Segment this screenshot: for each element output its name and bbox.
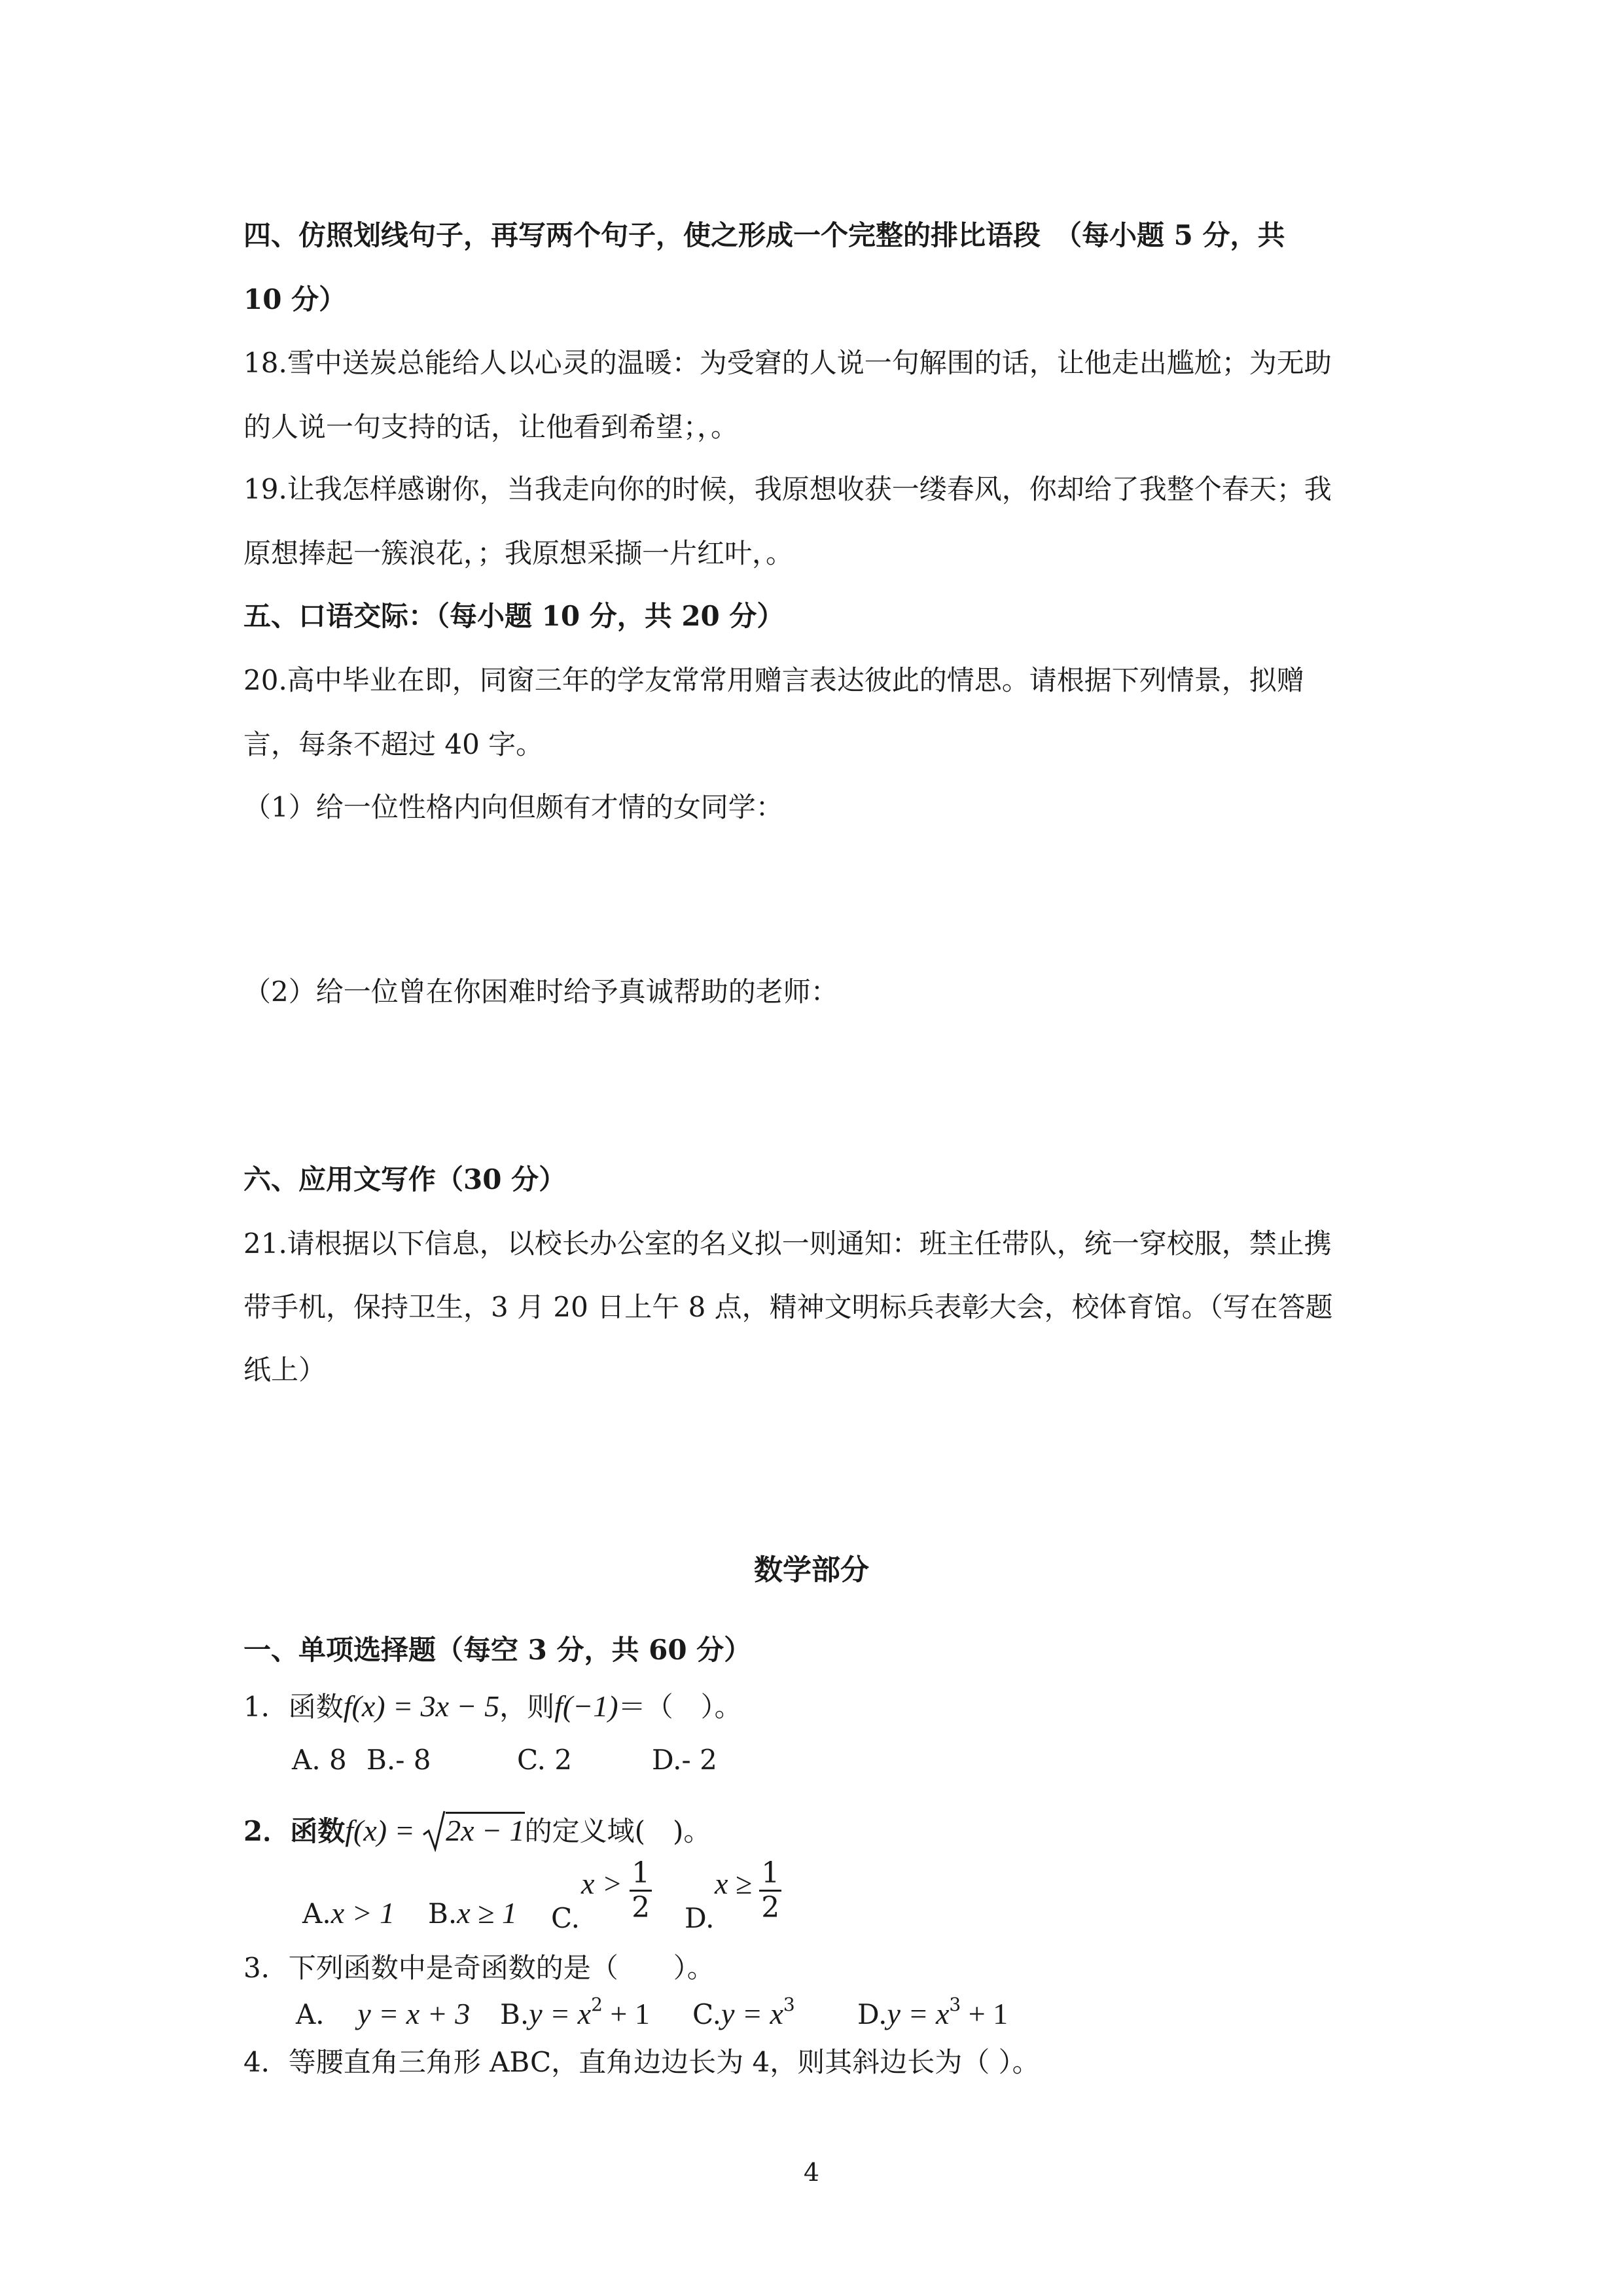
q1-option-b: B.- 8 — [366, 1744, 431, 1776]
q3-option-b-tail: + 1 — [602, 1997, 650, 2030]
q3-option-b — [500, 1996, 650, 2036]
section-5-heading: 五、口语交际：（每小题 10 分，共 20 分） — [243, 600, 785, 632]
math-section-title: 数学部分 — [754, 1553, 869, 1587]
q3-option-c — [692, 1996, 795, 2036]
q2-option-a-label: A. — [302, 1898, 331, 1930]
radical-sign-icon — [422, 1810, 446, 1852]
q3-option-d-tail: + 1 — [961, 1997, 1008, 2030]
q1-option-c: C. 2 — [517, 1744, 573, 1776]
q2-option-c-lhs: x > — [581, 1867, 622, 1900]
q2-option-c-numerator: 1 — [632, 1856, 651, 1890]
question-20-line-1: 20.高中毕业在即，同窗三年的学友常常用赠言表达彼此的情思。请根据下列情景，拟赠 — [243, 664, 1304, 696]
q1-function-expr: f(x) = 3x − 5 — [343, 1689, 500, 1723]
q2-option-d-label: D. — [685, 1902, 715, 1934]
q3-option-b-base: y = x — [529, 1997, 592, 2030]
question-21-line-3: 纸上） — [243, 1354, 327, 1386]
q2-option-d-numerator: 1 — [761, 1856, 780, 1890]
q2-option-b-expr: x ≥ 1 — [457, 1896, 517, 1930]
question-21-line-2: 带手机，保持卫生，3 月 20 日上午 8 点，精神文明标兵表彰大会，校体育馆。（写在答题 — [243, 1291, 1333, 1323]
q2-option-c-label: C. — [551, 1902, 580, 1934]
math-question-1 — [243, 1688, 742, 1725]
q3-option-a — [296, 1996, 470, 2033]
q2-option-c-expr — [581, 1857, 652, 1924]
math-question-2 — [243, 1812, 711, 1850]
q3-option-c-label: C. — [692, 1998, 721, 2030]
question-19-line-2: 原想捧起一簇浪花，；我原想采撷一片红叶，。 — [243, 537, 794, 569]
q1-eval-expr: f(−1) — [554, 1689, 618, 1723]
q2-label: 2．函数 — [243, 1815, 346, 1847]
question-18-line-1: 18.雪中送炭总能给人以心灵的温暖：为受窘的人说一句解围的话，让他走出尴尬；为无助 — [243, 347, 1332, 379]
math-heading: 一、单项选择题（每空 3 分，共 60 分） — [243, 1634, 752, 1666]
q1-option-a: A. 8 — [292, 1744, 347, 1776]
q2-option-d-expr — [715, 1857, 781, 1924]
q3-option-c-exponent: 3 — [783, 1994, 795, 2015]
q2-option-d-denominator: 2 — [761, 1891, 780, 1924]
q3-option-c-base: y = x — [721, 1997, 783, 2030]
q2-tail: 的定义域( )。 — [524, 1815, 711, 1847]
section-4-heading: 四、仿照划线句子，再写两个句子，使之形成一个完整的排比语段 （每小题 5 分，共 — [243, 219, 1285, 251]
q3-option-b-exponent: 2 — [591, 1994, 603, 2015]
q3-option-d-exponent: 3 — [949, 1994, 961, 2015]
q2-option-c-fraction — [630, 1857, 652, 1924]
page-number: 4 — [803, 2158, 820, 2187]
q3-option-a-label: A． — [296, 1998, 344, 2030]
question-21-line-1: 21.请根据以下信息，以校长办公室的名义拟一则通知：班主任带队，统一穿校服，禁止携 — [243, 1227, 1332, 1260]
question-18-line-2: 的人说一句支持的话，让他看到希望；，。 — [243, 411, 739, 443]
q2-function-lhs: f(x) = — [345, 1814, 423, 1847]
q3-option-d-base: y = x — [887, 1997, 950, 2030]
question-20-line-2: 言，每条不超过 40 字。 — [243, 728, 544, 760]
question-20-part-1: （1）给一位性格内向但颇有才情的女同学： — [243, 791, 783, 823]
q3-option-a-expr: y = x + 3 — [357, 1997, 471, 2030]
math-question-3: 3．下列函数中是奇函数的是（ ）。 — [243, 1952, 715, 1984]
section-4-heading-cont: 10 分） — [243, 283, 347, 315]
q2-option-a-expr: x > 1 — [330, 1896, 395, 1930]
question-20-part-2: （2）给一位曾在你困难时给予真诚帮助的老师： — [243, 976, 838, 1008]
q3-option-d — [857, 1996, 1008, 2036]
q1-mid: ，则 — [499, 1691, 555, 1723]
q2-option-a — [302, 1895, 395, 1932]
q1-tail: ＝（ ）。 — [618, 1691, 742, 1723]
q3-option-b-label: B. — [500, 1998, 529, 2030]
q2-radicand: 2x − 1 — [446, 1812, 524, 1847]
math-question-4: 4．等腰直角三角形 ABC，直角边边长为 4，则其斜边长为（ ）。 — [243, 2046, 1040, 2078]
q2-option-d-lhs: x ≥ — [715, 1867, 753, 1900]
q2-sqrt-expr — [422, 1812, 524, 1849]
q2-option-d-fraction — [759, 1857, 781, 1924]
q1-label: 1．函数 — [243, 1691, 344, 1723]
q2-option-b — [428, 1895, 517, 1932]
q2-option-b-label: B. — [428, 1898, 457, 1930]
q3-option-d-label: D. — [857, 1998, 887, 2030]
q1-option-d: D.- 2 — [652, 1744, 717, 1776]
q2-option-c-denominator: 2 — [632, 1891, 651, 1924]
section-6-heading: 六、应用文写作（30 分） — [243, 1163, 567, 1195]
question-19-line-1: 19.让我怎样感谢你，当我走向你的时候，我原想收获一缕春风，你却给了我整个春天；我 — [243, 473, 1332, 505]
